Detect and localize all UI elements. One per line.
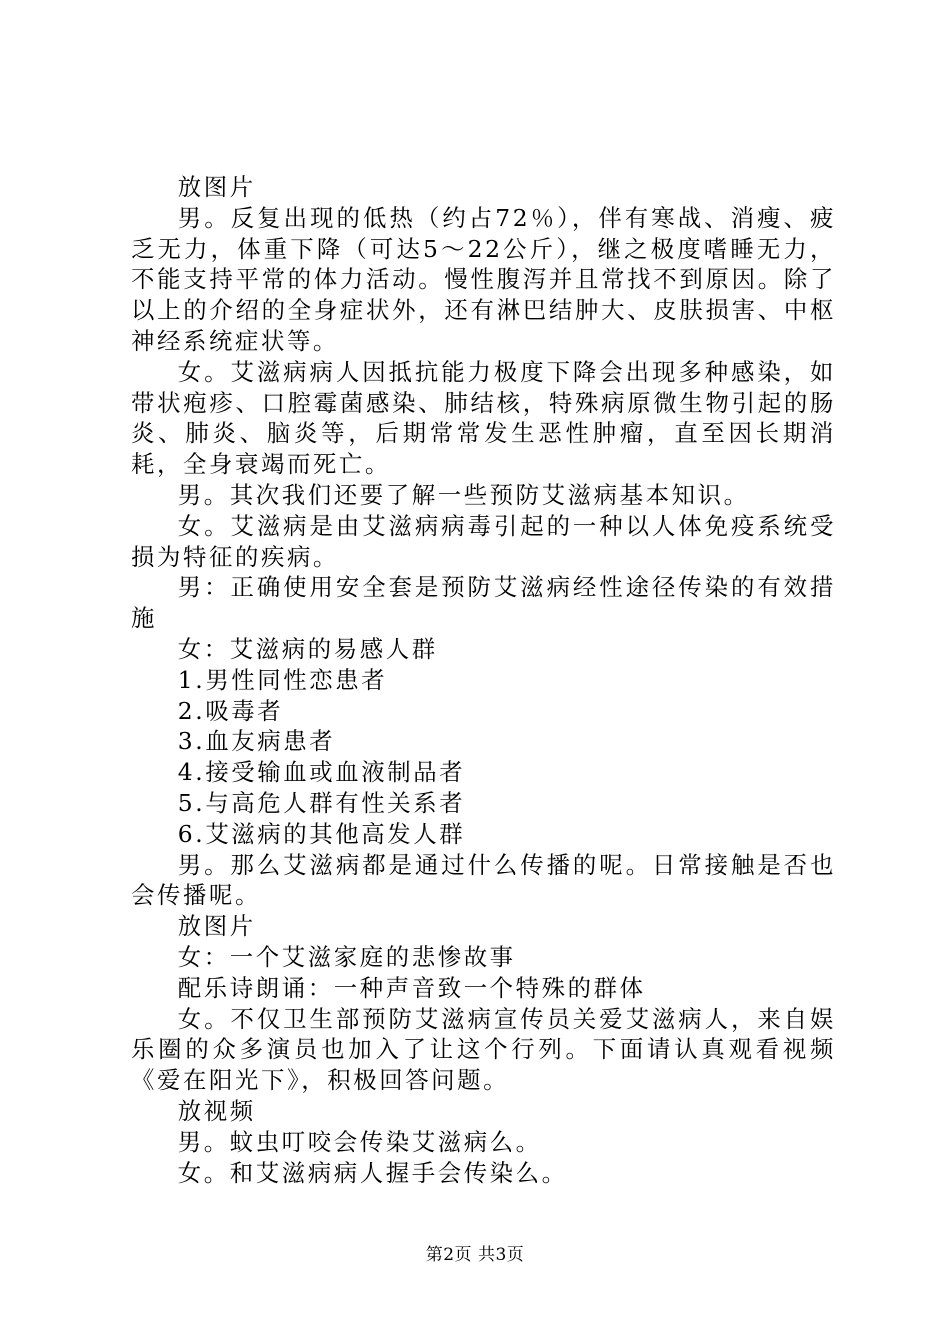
list-item: 1.男性同性恋患者 — [177, 665, 388, 694]
paragraph-infections: 女。艾滋病病人因抵抗能力极度下降会出现多种感染，如带状疱疹、口腔霉菌感染、肺结核，特殊病原微生物引起的肠炎、肺炎、脑炎等，后期常常发生恶性肿瘤，直至因长期消耗，全身衰竭而死亡。 — [131, 357, 836, 479]
list-item: 5.与高危人群有性关系者 — [177, 788, 466, 817]
paragraph-transmission-question: 男。那么艾滋病都是通过什么传播的呢。日常接触是否也会传播呢。 — [131, 850, 836, 910]
list-item: 4.接受输血或血液制品者 — [177, 758, 466, 787]
paragraph-risk-groups-heading: 女：艾滋病的易感人群 — [177, 634, 438, 663]
paragraph-mosquito-question: 男。蚊虫叮咬会传染艾滋病么。 — [177, 1127, 542, 1156]
list-item: 6.艾滋病的其他高发人群 — [177, 819, 466, 848]
list-item: 3.血友病患者 — [177, 727, 336, 756]
paragraph-show-picture-1: 放图片 — [177, 173, 256, 201]
paragraph-show-picture-2: 放图片 — [177, 912, 256, 941]
paragraph-handshake-question: 女。和艾滋病病人握手会传染么。 — [177, 1158, 568, 1187]
paragraph-prevention-intro: 男。其次我们还要了解一些预防艾滋病基本知识。 — [177, 480, 750, 509]
paragraph-poem-recital: 配乐诗朗诵：一种声音致一个特殊的群体 — [177, 973, 646, 1002]
document-body — [131, 172, 836, 1188]
page-number-footer: 第2页 共3页 — [425, 1245, 525, 1265]
list-item: 2.吸毒者 — [177, 696, 284, 725]
paragraph-definition: 女。艾滋病是由艾滋病病毒引起的一种以人体免疫系统受损为特征的疾病。 — [131, 511, 836, 571]
paragraph-family-story: 女：一个艾滋家庭的悲惨故事 — [177, 942, 516, 971]
paragraph-video-intro: 女。不仅卫生部预防艾滋病宣传员关爱艾滋病人，来自娱乐圈的众多演员也加入了让这个行列。下面请认真观看视频《爱在阳光下》，积极回答问题。 — [131, 1004, 836, 1095]
paragraph-show-video: 放视频 — [177, 1096, 256, 1125]
paragraph-condom: 男：正确使用安全套是预防艾滋病经性途径传染的有效措施 — [131, 573, 836, 633]
paragraph-symptoms: 男。反复出现的低热（约占72％），伴有寒战、消瘦、疲乏无力，体重下降（可达5～22公斤），继之极度嗜睡无力，不能支持平常的体力活动。慢性腹泻并且常找不到原因。除了以上的介绍的全身症状外，还有淋巴结肿大、皮肤损害、中枢神经系统症状等。 — [131, 203, 836, 355]
